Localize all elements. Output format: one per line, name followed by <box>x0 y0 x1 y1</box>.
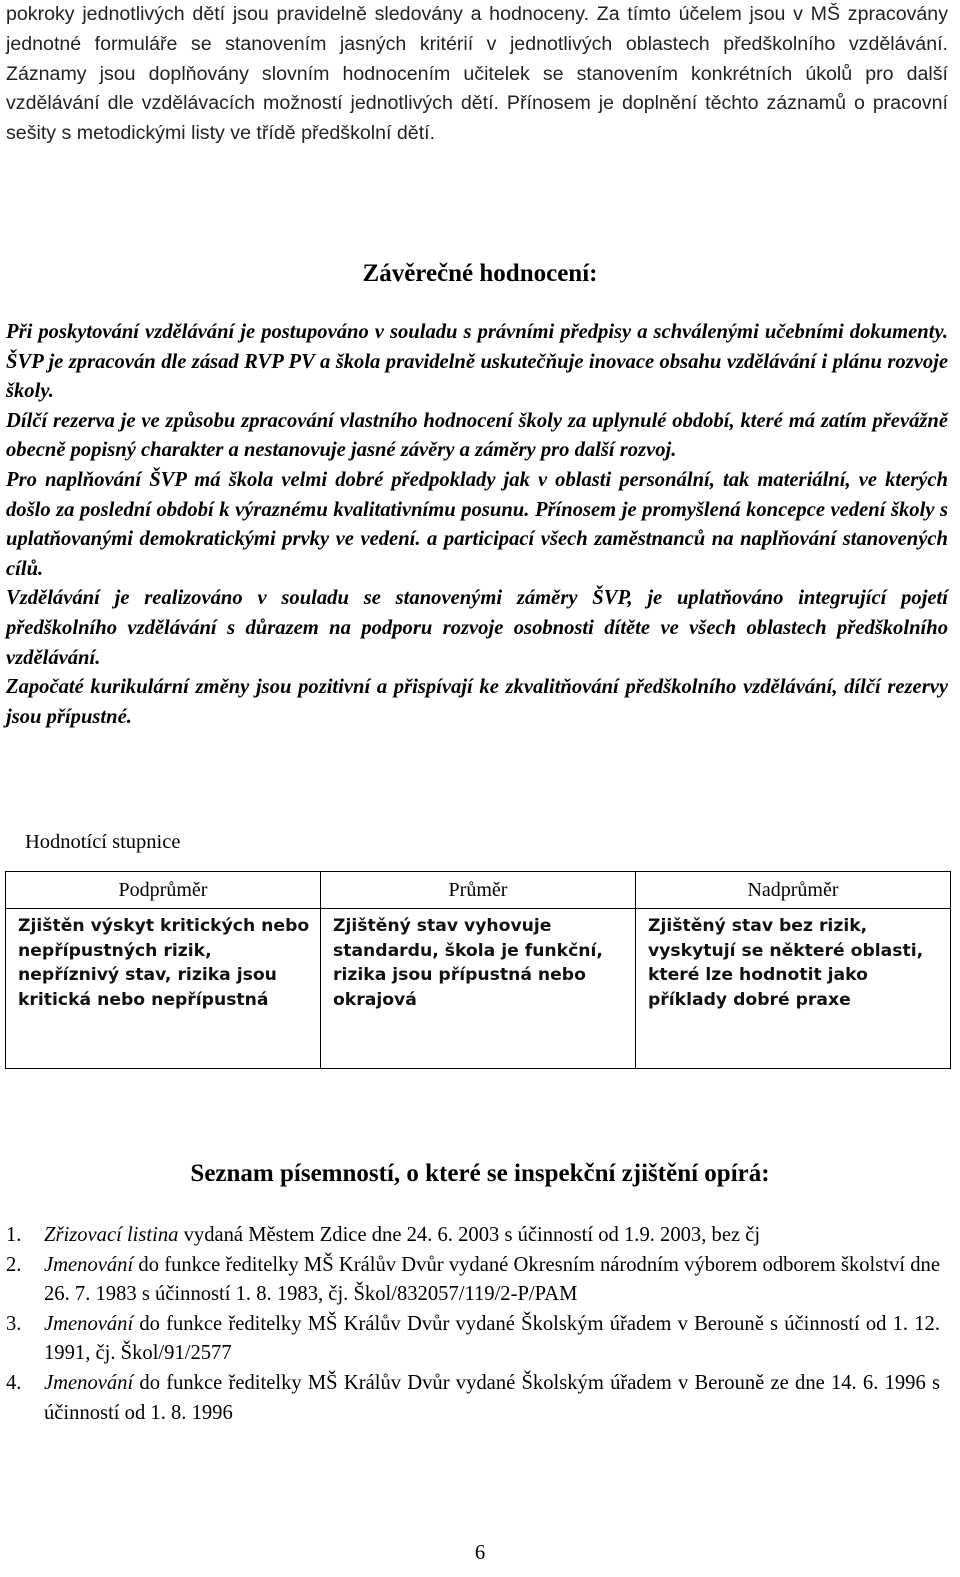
document-item-text: do funkce ředitelky MŠ Králův Dvůr vydané Školským úřadem v Berouně ze dne 14. 6. 1996 s účinností od 1. 8. 1996 <box>44 1371 940 1424</box>
documents-list-title: Seznam písemností, o které se inspekční zjištění opírá: <box>190 1160 770 1187</box>
document-item <box>6 1310 940 1369</box>
document-item-number: 1. <box>6 1224 22 1246</box>
rating-scale-description-row <box>6 909 951 1069</box>
rating-scale-header-row <box>6 872 951 909</box>
rating-heading-average: Průměr <box>321 872 636 909</box>
intro-paragraph: pokroky jednotlivých dětí jsou pravidelně sledovány a hodnoceny. Za tímto účelem jsou v MŠ zpracovány jednotné formuláře se stanovením jasných kritérií v jednotlivých oblastech předškolního vzdělávání. Záznamy jsou doplňovány slovním hodnocením učitelek se stanovením konkrétních úkolů pro další vzdělávání dle vzdělávacích možností jednotlivých dětí. Přínosem je doplnění těchto záznamů o pracovní sešity s metodickými listy ve třídě předškolní dětí. <box>6 3 948 145</box>
document-item-text: do funkce ředitelky MŠ Králův Dvůr vydané Školským úřadem v Berouně s účinností od 1. 12. 1991, čj. Škol/91/2577 <box>44 1312 940 1365</box>
document-item <box>6 1221 940 1251</box>
document-item-text: do funkce ředitelky MŠ Králův Dvůr vydané Okresním národním výborem odborem školství dne 26. 7. 1983 s účinností 1. 8. 1983, čj. Škol/832057/119/2-P/PAM <box>44 1253 940 1306</box>
document-item-number: 2. <box>6 1253 22 1276</box>
evaluation-paragraph-conditions: Pro naplňování ŠVP má škola velmi dobré předpoklady jak v oblasti personální, tak materiální, ve kterých došlo za poslední období k výraznému kvalitativnímu posunu. Přínosem je promyšlená koncepce vedení školy s uplatňovanými demokratickými prvky ve vedení. a participací všech zaměstnanců na naplňování stanovených cílů. <box>6 468 948 580</box>
page-number: 6 <box>474 1542 486 1564</box>
rating-heading-below-average: Podprůměr <box>6 872 321 909</box>
documents-list <box>6 1221 940 1428</box>
rating-description-above-average: Zjištěný stav bez rizik, vyskytují se některé oblasti, které lze hodnotit jako příklady dobré praxe <box>636 909 951 1069</box>
document-item-number: 4. <box>6 1371 22 1394</box>
document-item-type: Jmenování <box>44 1253 134 1276</box>
document-item-text: vydaná Městem Zdice dne 24. 6. 2003 s účinností od 1.9. 2003, bez čj <box>178 1224 761 1246</box>
document-item <box>6 1251 940 1310</box>
document-item <box>6 1369 940 1428</box>
document-item-type: Zřizovací listina <box>44 1224 179 1246</box>
evaluation-paragraph-reserve: Dílčí rezerva je ve způsobu zpracování vlastního hodnocení školy za uplynulé období, které má zatím převážně obecně popisný charakter a nestanovuje jasné závěry a záměry pro další rozvoj. <box>6 409 948 462</box>
rating-description-below-average: Zjištěn výskyt kritických nebo nepřípustných rizik, nepříznivý stav, rizika jsou kritická nebo nepřípustná <box>6 909 321 1069</box>
evaluation-paragraph-education: Vzdělávání je realizováno v souladu se stanovenými záměry ŠVP, je uplatňováno integrující pojetí předškolního vzdělávání s důrazem na podporu rozvoje osobnosti dítěte ve všech oblastech předškolního vzdělávání. <box>6 587 948 669</box>
document-item-type: Jmenování <box>44 1312 134 1335</box>
document-item-type: Jmenování <box>44 1371 134 1394</box>
evaluation-paragraph-curriculum: Započaté kurikulární změny jsou pozitivní a přispívají ke zkvalitňování předškolního vzdělávání, dílčí rezervy jsou přípustné. <box>6 676 948 728</box>
final-evaluation-title: Závěrečné hodnocení: <box>362 260 598 287</box>
final-evaluation-body <box>6 318 948 732</box>
rating-description-average: Zjištěný stav vyhovuje standardu, škola je funkční, rizika jsou přípustná nebo okrajová <box>321 909 636 1069</box>
rating-heading-above-average: Nadprůměr <box>636 872 951 909</box>
document-item-number: 3. <box>6 1312 22 1335</box>
rating-scale-label: Hodnotící stupnice <box>25 831 181 853</box>
evaluation-paragraph-legal: Při poskytování vzdělávání je postupováno v souladu s právními předpisy a schválenými učebními dokumenty. ŠVP je zpracován dle zásad RVP PV a škola pravidelně uskutečňuje inovace obsahu vzdělávání i plánu rozvoje školy. <box>6 321 948 403</box>
rating-scale-table <box>5 871 951 1069</box>
